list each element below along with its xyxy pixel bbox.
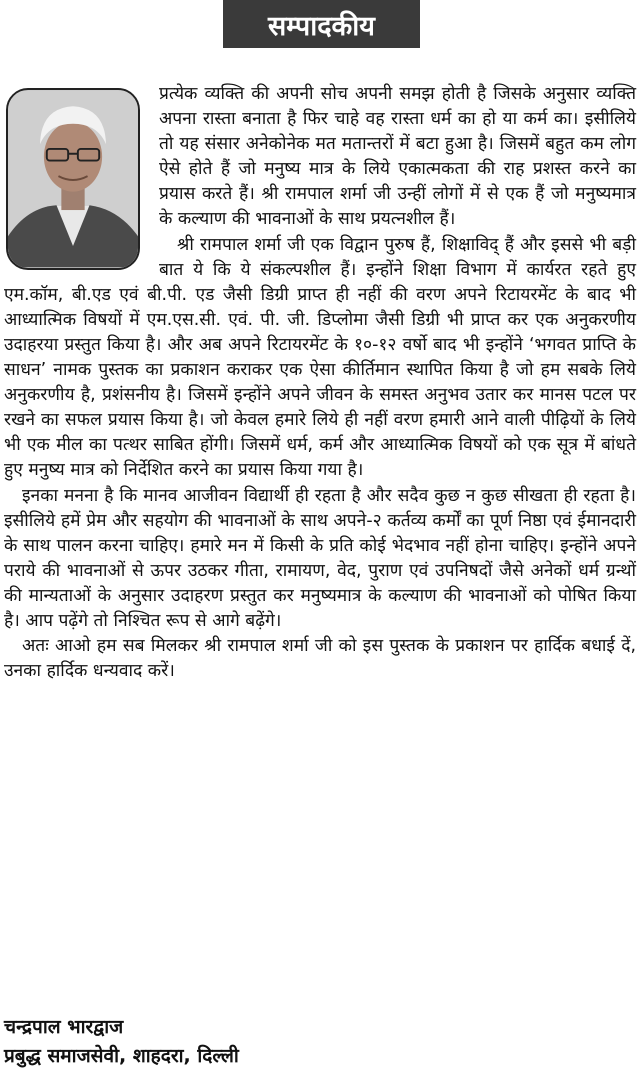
paragraph-4: अतः आओ हम सब मिलकर श्री रामपाल शर्मा जी को इस पुस्तक के प्रकाशन पर हार्दिक बधाई दें, उनका हार्दिक धन्यवाद करें। xyxy=(4,636,636,682)
paragraph-1: प्रत्येक व्यक्ति की अपनी सोच अपनी समझ होती है जिसके अनुसार व्यक्ति अपना रास्ता बनाता है फिर चाहे वह रास्ता धर्म का हो या कर्म का। इसीलिये तो यह संसार अनेकोनेक मत मतान्तरों में बटा हुआ है। जिसमें बहुत कम लोग ऐसे होते हैं जो मनुष्य मात्र के लिये एकात्मकता की राह प्रशस्त करने का प्रयास करते हैं। श्री रामपाल शर्मा जी उन्हीं लोगों में से एक हैं जो मनुष्यमात्र के कल्याण की भावनाओं के साथ प्रयत्नशील हैं। xyxy=(159,84,636,230)
paragraph-2: श्री रामपाल शर्मा जी एक विद्वान पुरुष हैं, शिक्षाविद् हैं और इससे भी बड़ी बात ये कि ये संकल्पशील हैं। इन्होंने शिक्षा विभाग में कार्यरत रहते हुए एम.कॉम, बी.एड एवं बी.पी. एड जैसी डिग्री प्राप्त ही नहीं की वरण अपने रिटायरमेंट के बाद भी आध्यात्मिक विषयों में एम.एस.सी. एवं. पी. जी. डिप्लोमा जैसी डिग्री भी प्राप्त कर एक अनुकरणीय उदाहरया प्रस्तुत किया है। और अब अपने रिटायरमेंट के १०-१२ वर्षो बाद भी इन्होंने ‘भगवत प्राप्ति के साधन’ नामक पुस्तक का प्रकाशन कराकर एक ऐसा कीर्तिमान स्थापित किया है जो हम सबके लिये अनुकरणीय है, प्रशंसनीय है। जिसमें इन्होंने अपने जीवन के समस्त अनुभव उतार कर मानस पटल पर रखने का सफल प्रयास किया है। जो केवल हमारे लिये ही नहीं वरण हमारी आने वाली पीढ़ियों के लिये भी एक मील का पत्थर साबित होंगी। जिसमें धर्म, कर्म और आध्यात्मिक विषयों को एक सूत्र में बांधते हुए मनुष्य मात्र को निर्देशित करने का प्रयास किया गया है। xyxy=(4,234,637,481)
editorial-body xyxy=(4,82,636,684)
author-designation: प्रबुद्ध समाजसेवी, शाहदरा, दिल्ली xyxy=(4,1045,239,1067)
paragraph-3: इनका मनना है कि मानव आजीवन विद्यार्थी ही रहता है और सदैव कुछ न कुछ सीखता ही रहता है। इसीलिये हमें प्रेम और सहयोग की भावनाओं के साथ अपने-२ कर्तव्य कर्मों का पूर्ण निष्ठा एवं ईमानदारी के साथ पालन करना चाहिए। हमारे मन में किसी के प्रति कोई भेदभाव नहीं होना चाहिए। इन्होंने अपने पराये की भावनाओं से ऊपर उठकर गीता, रामायण, वेद, पुराण एवं उपनिषदों जैसे अनेकों धर्म ग्रन्थों की मान्यताओं के अनुसार उदाहरण प्रस्तुत कर मनुष्यमात्र के कल्याण की भावनाओं को पोषित किया है। आप पढ़ेंगे तो निश्चित रूप से आगे बढ़ेंगे। xyxy=(4,485,636,631)
editorial-heading-text: सम्पादकीय xyxy=(268,10,375,42)
photo-space xyxy=(4,82,159,282)
author-name: चन्द्रपाल भारद्वाज xyxy=(4,1016,124,1038)
editorial-heading xyxy=(223,0,420,48)
